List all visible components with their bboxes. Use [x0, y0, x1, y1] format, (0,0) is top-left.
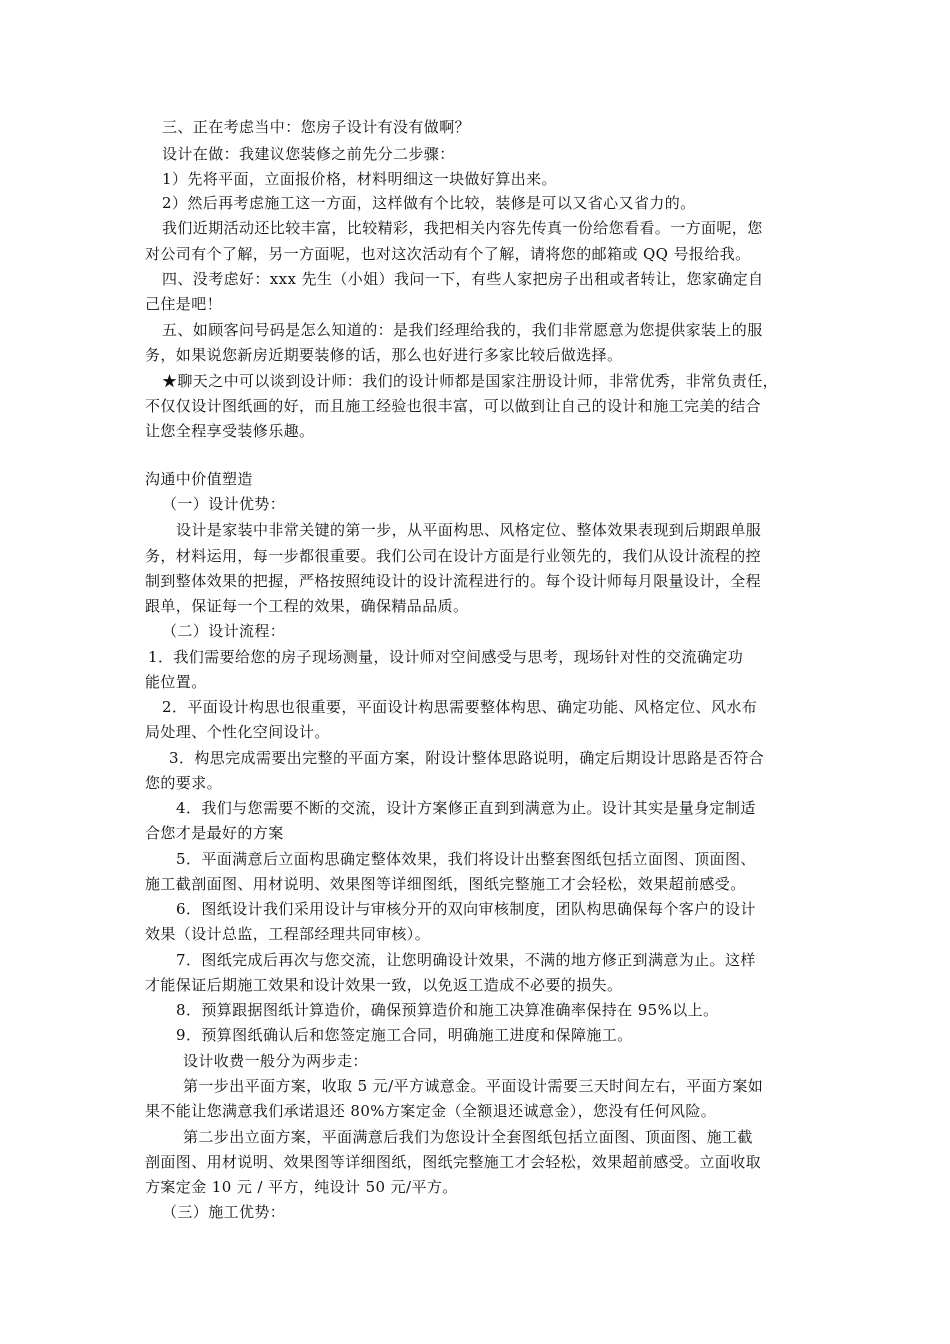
list-item-line: 局处理、个性化空间设计。 [145, 723, 330, 741]
list-item-line: 9．预算图纸确认后和您签定施工合同，明确施工进度和保障施工。 [176, 1026, 633, 1044]
list-item-line: 4．我们与您需要不断的交流，设计方案修正直到到满意为止。设计其实是量身定制适 [176, 799, 756, 817]
paragraph-line: 跟单，保证每一个工程的效果，确保精品品质。 [145, 597, 469, 615]
section-five-heading: 五、如顾客问号码是怎么知道的：是我们经理给我的，我们非常愿意为您提供家装上的服 [162, 321, 763, 339]
paragraph-line: 务，如果说您新房近期要装修的话，那么也好进行多家比较后做选择。 [145, 346, 623, 364]
paragraph-line: 第二步出立面方案，平面满意后我们为您设计全套图纸包括立面图、顶面图、施工截 [183, 1128, 753, 1146]
paragraph-line: 不仅仅设计图纸画的好，而且施工经验也很丰富，可以做到让自己的设计和施工完美的结合 [145, 397, 762, 415]
fee-heading: 设计收费一般分为两步走： [183, 1052, 368, 1070]
list-item-line: 您的要求。 [145, 774, 223, 792]
list-item-line: 1．我们需要给您的房子现场测量，设计师对空间感受与思考，现场针对性的交流确定功 [148, 648, 744, 666]
paragraph-line: 2）然后再考虑施工这一方面，这样做有个比较，装修是可以又省心又省力的。 [162, 194, 696, 212]
list-item-line: 3．构思完成需要出完整的平面方案，附设计整体思路说明，确定后期设计思路是否符合 [169, 749, 765, 767]
list-item-line: 合您才是最好的方案 [145, 824, 284, 842]
list-item-line: 6．图纸设计我们采用设计与审核分开的双向审核制度，团队构思确保每个客户的设计 [176, 900, 756, 918]
list-item-line: 5．平面满意后立面构思确定整体效果，我们将设计出整套图纸包括立面图、顶面图、 [176, 850, 756, 868]
paragraph-line: 设计是家装中非常关键的第一步，从平面构思、风格定位、整体效果表现到后期跟单服 [176, 521, 762, 539]
list-item-line: 2．平面设计构思也很重要，平面设计构思需要整体构思、确定功能、风格定位、风水布 [162, 698, 758, 716]
paragraph-line: 果不能让您满意我们承诺退还 80%方案定金（全额退还诚意金），您没有任何风险。 [145, 1102, 717, 1120]
paragraph-line: 让您全程享受装修乐趣。 [145, 422, 315, 440]
list-item-line: 能位置。 [145, 673, 207, 691]
paragraph-line: 制到整体效果的把握，严格按照纯设计的设计流程进行的。每个设计师每月限量设计，全程 [145, 572, 762, 590]
list-item-line: 才能保证后期施工效果和设计效果一致，以免返工造成不必要的损失。 [145, 976, 623, 994]
subsection-heading: （一）设计优势： [162, 495, 286, 513]
section-three-heading: 三、正在考虑当中：您房子设计有没有做啊？ [162, 118, 471, 136]
list-item-line: 施工截剖面图、用材说明、效果图等详细图纸，图纸完整施工才会轻松，效果超前感受。 [145, 875, 746, 893]
list-item-line: 8．预算跟据图纸计算造价，确保预算造价和施工决算准确率保持在 95%以上。 [176, 1001, 719, 1019]
designer-note-line: ★聊天之中可以谈到设计师：我们的设计师都是国家注册设计师，非常优秀，非常负责任， [162, 372, 779, 390]
section-four-heading: 四、没考虑好：xxx 先生（小姐）我问一下，有些人家把房子出租或者转让，您家确定自 [162, 270, 764, 288]
paragraph-line: 己住是吧！ [145, 295, 223, 313]
paragraph-line: 对公司有个了解，另一方面呢，也对这次活动有个了解，请将您的邮箱或 QQ 号报给我。 [145, 245, 751, 263]
paragraph-line: 1）先将平面，立面报价格，材料明细这一块做好算出来。 [162, 170, 557, 188]
section-title: 沟通中价值塑造 [145, 470, 253, 488]
paragraph-line: 务，材料运用，每一步都很重要。我们公司在设计方面是行业领先的，我们从设计流程的控 [145, 547, 762, 565]
list-item-line: 效果（设计总监，工程部经理共同审核）。 [145, 925, 431, 943]
paragraph-line: 剖面图、用材说明、效果图等详细图纸，图纸完整施工才会轻松，效果超前感受。立面收取 [145, 1153, 762, 1171]
paragraph-line: 方案定金 10 元 / 平方，纯设计 50 元/平方。 [145, 1178, 458, 1196]
list-item-line: 7．图纸完成后再次与您交流，让您明确设计效果，不满的地方修正到满意为止。这样 [176, 951, 756, 969]
subsection-heading: （三）施工优势： [162, 1203, 286, 1221]
paragraph-line: 我们近期活动还比较丰富，比较精彩，我把相关内容先传真一份给您看看。一方面呢，您 [162, 219, 763, 237]
paragraph-line: 第一步出平面方案，收取 5 元/平方诚意金。平面设计需要三天时间左右，平面方案如 [183, 1077, 764, 1095]
paragraph-line: 设计在做：我建议您装修之前先分二步骤： [162, 145, 455, 163]
subsection-heading: （二）设计流程： [162, 622, 286, 640]
